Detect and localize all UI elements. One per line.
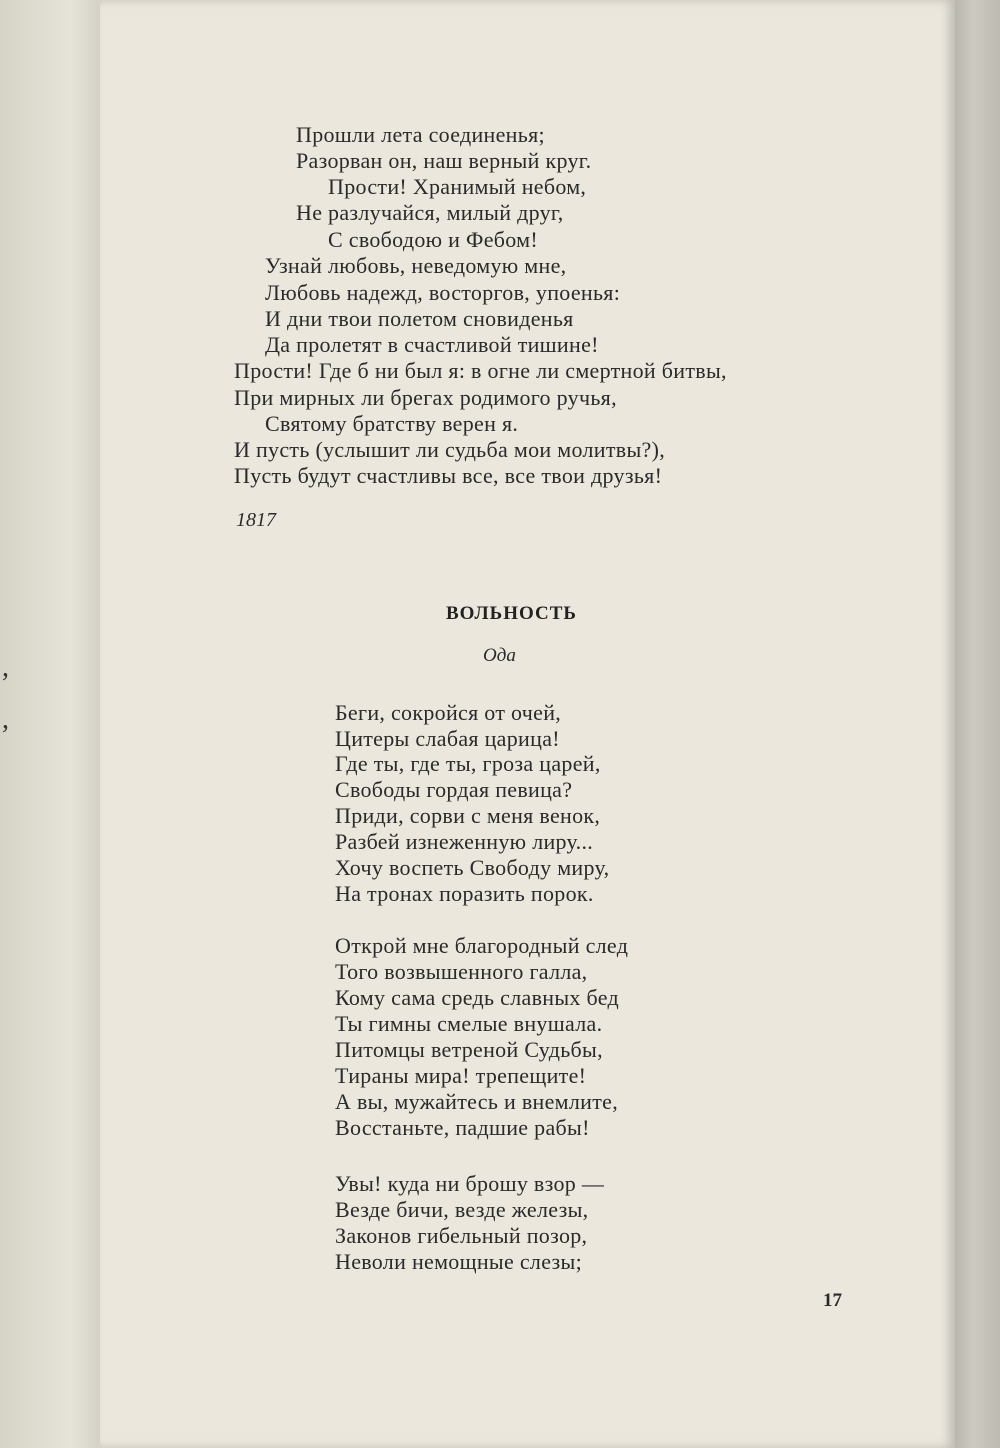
poem-line: Ты гимны смелые внушала. (335, 1011, 603, 1036)
poem-line: Святому братству верен я. (265, 411, 519, 436)
poem-line: При мирных ли брегах родимого ручья, (234, 385, 617, 410)
poem-line: Открой мне благородный след (335, 933, 629, 958)
left-page-mark: , (2, 704, 9, 735)
poem-line: Хочу воспеть Свободу миру, (335, 855, 610, 880)
poem-line: Цитеры слабая царица! (335, 726, 560, 751)
poem-line: Разорван он, наш верный круг. (296, 148, 592, 173)
poem-line: Беги, сокройся от очей, (335, 700, 562, 725)
poem-line: Того возвышенного галла, (335, 959, 588, 984)
poem-line: Увы! куда ни брошу взор — (335, 1171, 605, 1196)
poem-line: И пусть (услышит ли судьба мои молитвы?), (234, 437, 666, 462)
poem-line: Прости! Хранимый небом, (328, 174, 587, 199)
poem-subtitle: Ода (483, 645, 516, 666)
poem-line: Разбей изнеженную лиру... (335, 829, 594, 854)
poem-line: Неволи немощные слезы; (335, 1249, 583, 1274)
poem-line: С свободою и Фебом! (328, 227, 539, 252)
poem-line: А вы, мужайтесь и внемлите, (335, 1089, 619, 1114)
poem-line: Где ты, где ты, гроза царей, (335, 751, 601, 776)
poem-line: На тронах поразить порок. (335, 881, 594, 906)
poem-year: 1817 (236, 509, 276, 531)
page-number: 17 (823, 1290, 842, 1311)
poem-line: Узнай любовь, неведомую мне, (265, 253, 567, 278)
poem-line: Законов гибельный позор, (335, 1223, 588, 1248)
poem-line: Любовь надежд, восторгов, упоенья: (265, 280, 621, 305)
poem-line: Приди, сорви с меня венок, (335, 803, 601, 828)
left-page-mark: , (2, 652, 9, 683)
page-edge (955, 0, 1000, 1448)
poem-line: Тираны мира! трепещите! (335, 1063, 587, 1088)
poem-line: Пусть будут счастливы все, все твои друзья! (234, 463, 663, 488)
poem-line: Свободы гордая певица? (335, 777, 573, 802)
poem-line: Да пролетят в счастливой тишине! (265, 332, 599, 357)
poem-line: Питомцы ветреной Судьбы, (335, 1037, 603, 1062)
poem-line: Прости! Где б ни был я: в огне ли смертной битвы, (234, 358, 727, 383)
poem-line: Прошли лета соединенья; (296, 122, 545, 147)
poem-line: Восстаньте, падшие рабы! (335, 1115, 590, 1140)
poem-title: ВОЛЬНОСТЬ (446, 603, 577, 624)
poem-line: Везде бичи, везде железы, (335, 1197, 589, 1222)
poem-line: Кому сама средь славных бед (335, 985, 620, 1010)
poem-line: Не разлучайся, милый друг, (296, 200, 564, 225)
poem-line: И дни твои полетом сновиденья (265, 306, 574, 331)
